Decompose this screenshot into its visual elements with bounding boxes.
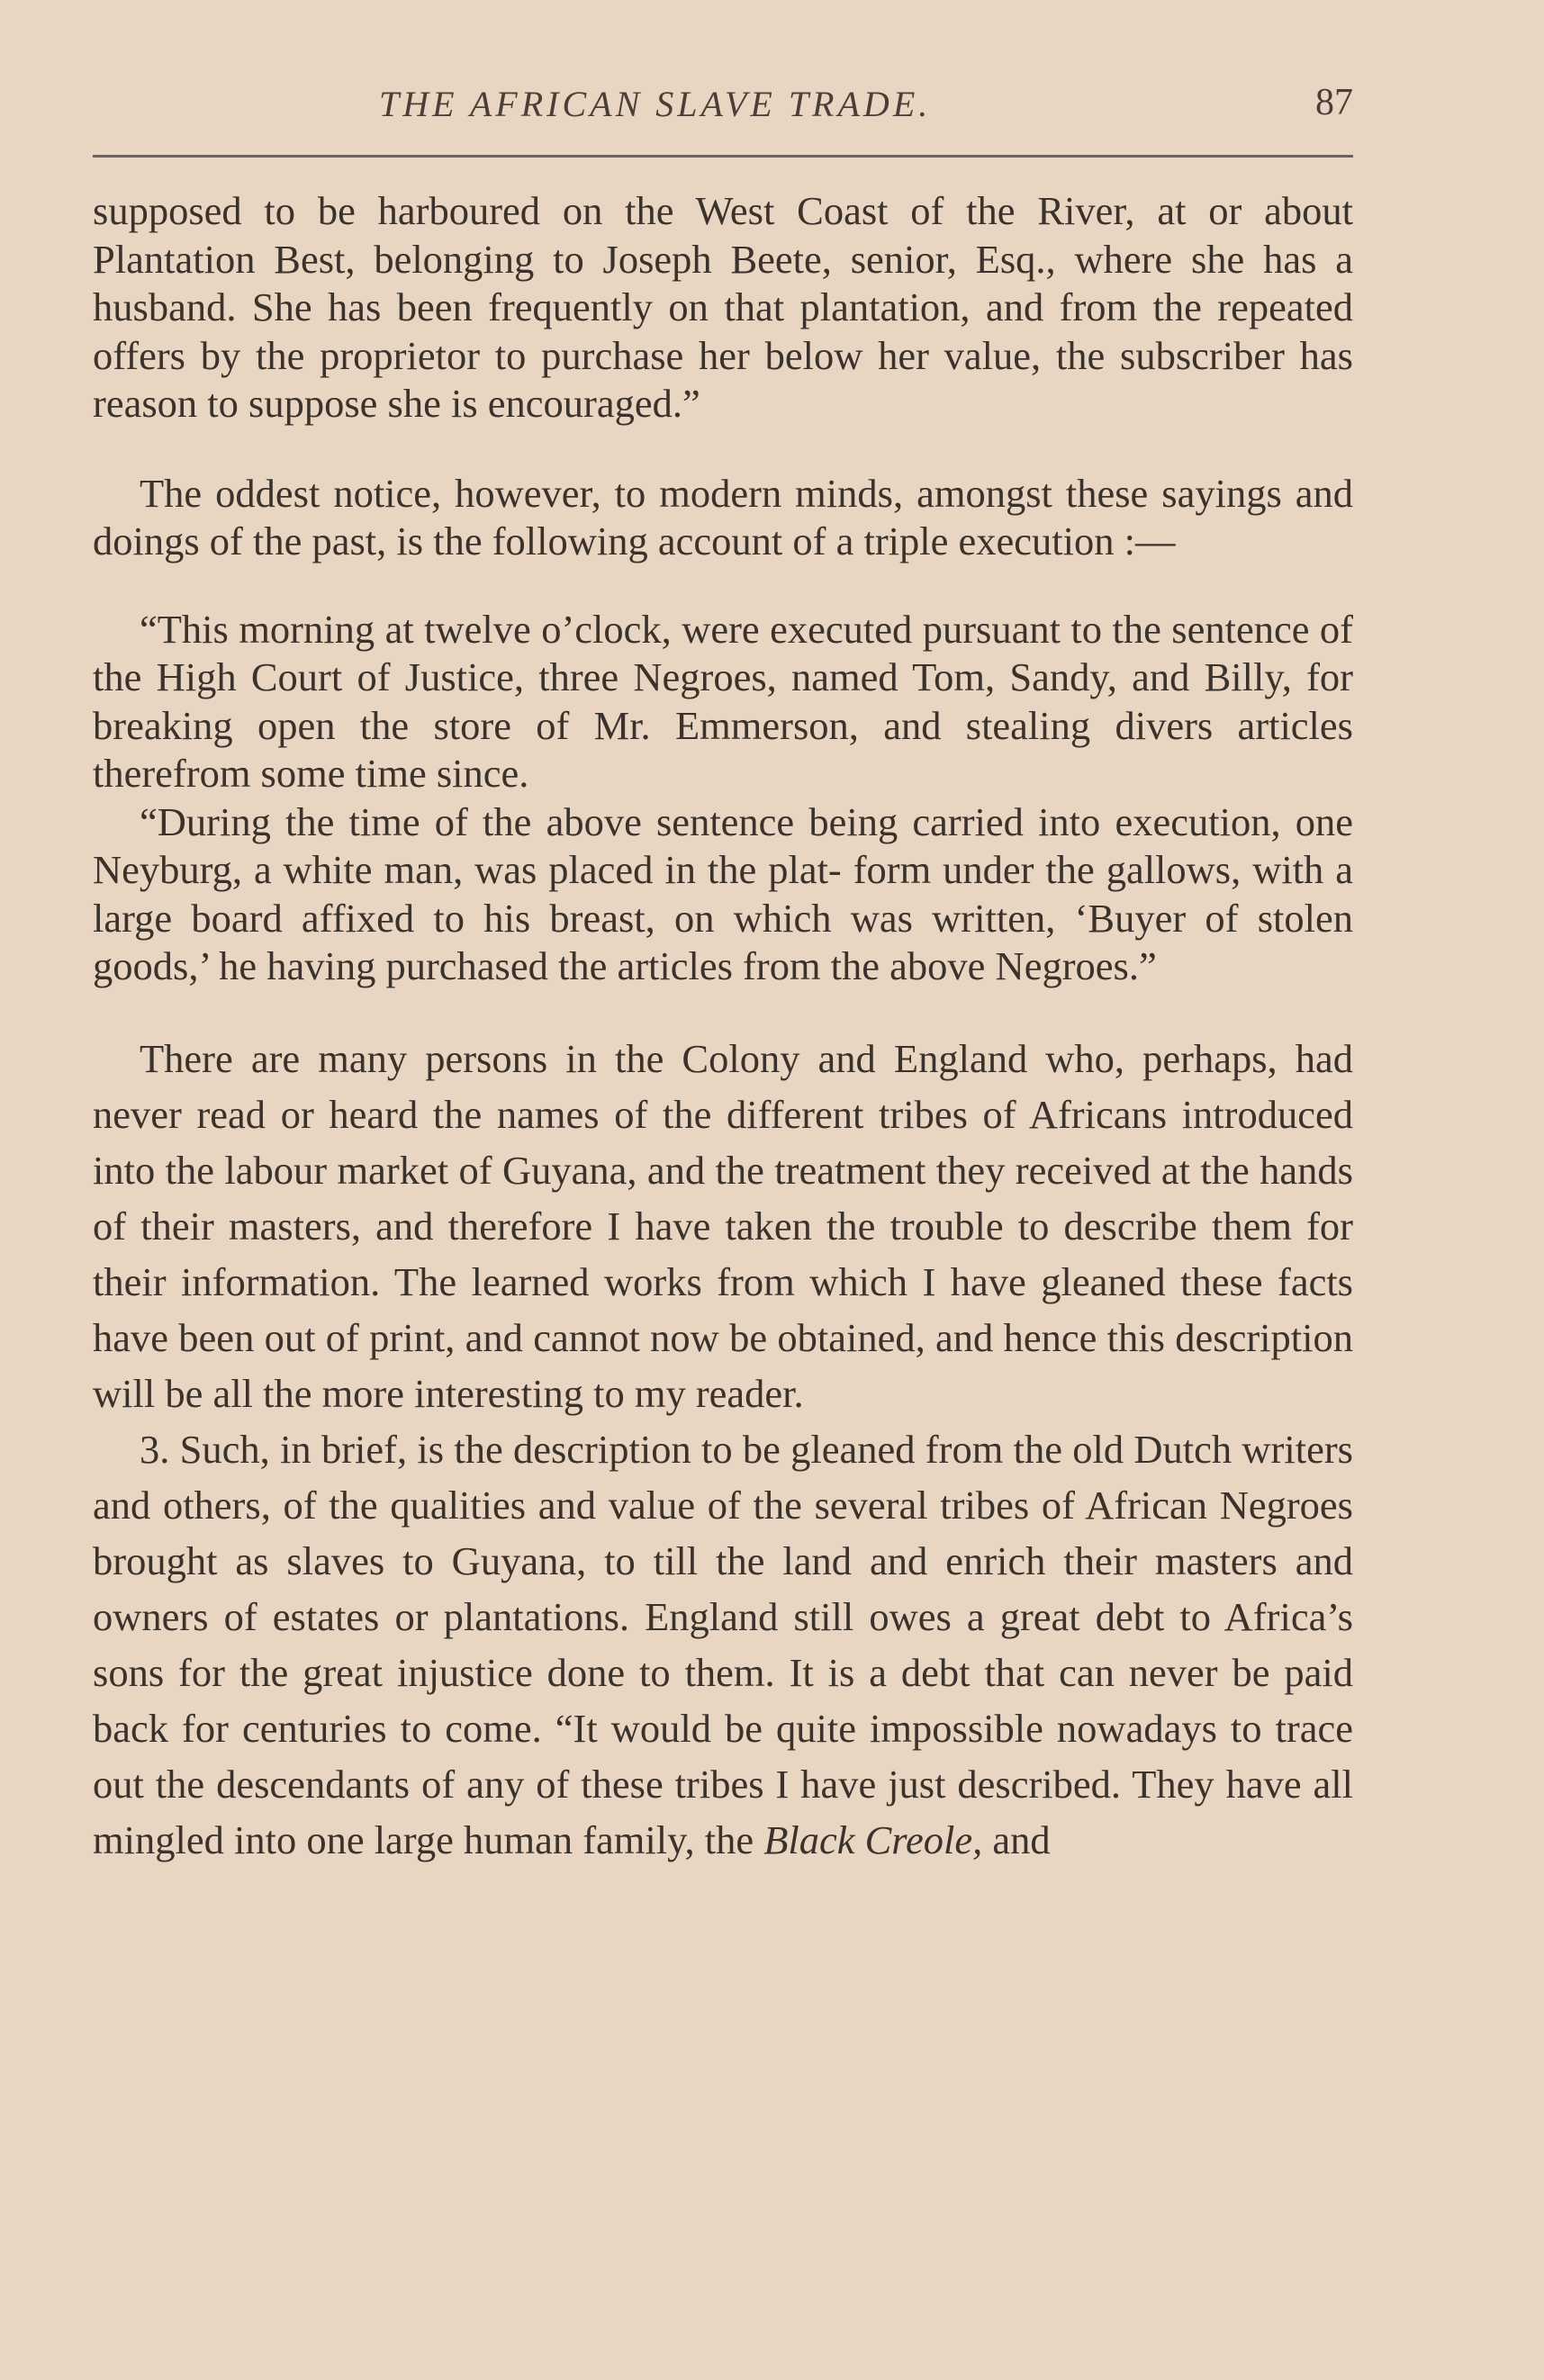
paragraph-section-3-end: and — [982, 1817, 1051, 1862]
black-creole-italic: Black Creole, — [763, 1817, 983, 1862]
header-rule — [93, 155, 1353, 158]
running-title: THE AFRICAN SLAVE TRADE. — [379, 84, 932, 124]
paragraph-section-3 — [93, 1421, 1353, 1868]
paragraph-oddest-notice: The oddest notice, however, to modern minds, amongst these sayings and doings of the past, is the following account of a triple execution :— — [93, 470, 1353, 563]
quoted-neyburg-notice: “During the time of the above sentence being carried into execution, one Neyburg, a white man, was placed in the plat- form under the gallows, with a large board affixed to his breast, on which was written, ‘Buyer of stolen goods,’ he having purchased the articles from the above Negroes.” — [93, 798, 1353, 988]
page-number: 87 — [1315, 82, 1353, 123]
quoted-execution-notice: “This morning at twelve o’clock, were executed pursuant to the sentence of the High Court of Justice, three Negroes, named Tom, Sandy, and Billy, for breaking open the store of Mr. Emmerson, and stealing divers articles therefrom some time since. — [93, 606, 1353, 796]
paragraph-section-3-text: 3. Such, in brief, is the description to be gleaned from the old Dutch writers and others, of the qualities and value of the several tribes of African Negroes brought as slaves to Guyana, to till the land and enrich their masters and owners of estates or plantations. England still owes a great debt to Africa’s sons for the great injustice done to them. It is a debt that can never be paid back for centuries to come. “It would be quite impossible nowadays to trace out the descendants of any of these tribes I have just described. They have all mingled into one large human family, the — [93, 1426, 1353, 1862]
running-header — [93, 81, 1353, 144]
book-page — [93, 81, 1353, 1862]
paragraph-continued: supposed to be harboured on the West Coast of the River, at or about Plantation Best, belonging to Joseph Beete, senior, Esq., where she has a husband. She has been frequently on that plantation, and from the repeated offers by the proprietor to purchase her below her value, the subscriber has reason to suppose she is encouraged.” — [93, 188, 1353, 426]
body-text — [93, 187, 1353, 1868]
paragraph-tribes-information: There are many persons in the Colony and England who, perhaps, had never read or heard the names of the different tribes of Africans introduced into the labour market of Guyana, and the treatment they received at the hands of their masters, and therefore I have taken the trouble to describe them for their information. The learned works from which I have gleaned these facts have been out of print, and cannot now be obtained, and hence this description will be all the more interesting to my reader. — [93, 1035, 1353, 1416]
